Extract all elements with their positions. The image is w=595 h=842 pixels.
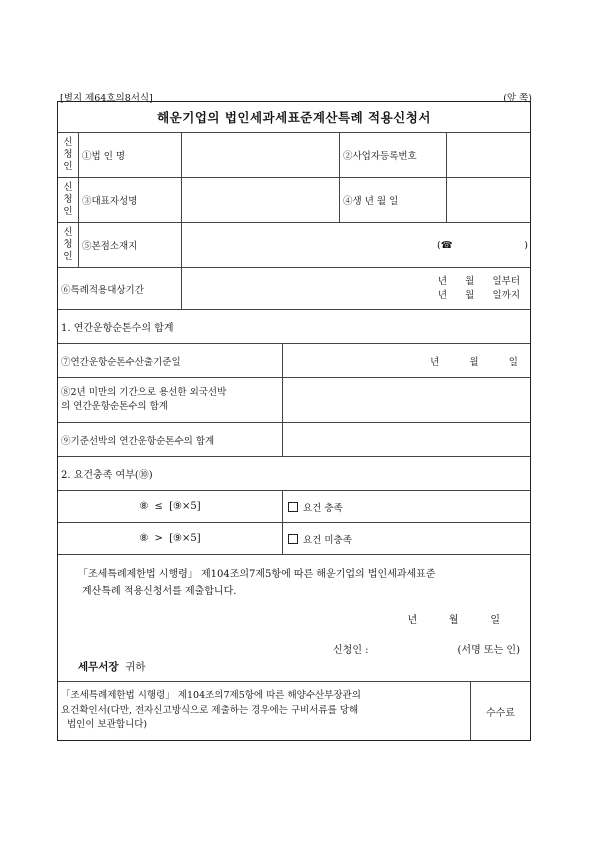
rep-name-label: ③대표자성명: [78, 178, 181, 222]
period-field[interactable]: [181, 268, 530, 309]
result-1[interactable]: 요건 충족: [282, 491, 530, 522]
row-7-label: ⑦연간운항순톤수산출기준일: [61, 356, 181, 368]
condition-2: ⑧ > [⑨×5]: [139, 533, 201, 544]
result-2[interactable]: 요건 미충족: [282, 523, 530, 554]
rep-name-field[interactable]: [181, 178, 339, 222]
period-row: [58, 267, 530, 309]
section-2-heading: 2. 요건충족 여부(⑩): [61, 470, 153, 481]
biz-no-label: ②사업자등록번호: [339, 133, 446, 177]
applicant-sign-label: 신청인 :: [333, 645, 369, 656]
recipient: 세무서장 귀하: [78, 661, 146, 673]
application-form: [57, 101, 531, 741]
period-from: 년 월 일부터: [437, 275, 520, 287]
corp-name-label: ①법 인 명: [78, 133, 181, 177]
section-2-heading-row: [58, 456, 530, 490]
row-8-label: ⑧2년 미만의 기간으로 용선한 외국선박 의 연간운항순톤수의 합계: [61, 387, 227, 412]
required-docs: 「조세특례제한법 시행령」 제104조의7제5항에 따른 해양수산부장관의 요건확인서(다만, 전자신고방식으로 제출하는 경우에는 구비서류를 당해 법인이 보관합니다): [61, 690, 361, 731]
phone-open: (☎: [437, 239, 453, 251]
statement-block: [58, 554, 530, 681]
address-field[interactable]: [181, 223, 530, 267]
birth-field[interactable]: [446, 178, 530, 222]
condition-row-1: [58, 490, 530, 522]
applicant-row-3: [58, 222, 530, 267]
statement-date: 년 월 일: [407, 615, 500, 626]
statement-line-2: 계산특례 적용신청서를 제출합니다.: [82, 586, 237, 597]
checkbox-icon[interactable]: [288, 502, 298, 512]
section-1-heading: 1. 연간운항순톤수의 합계: [61, 323, 174, 334]
applicant-row-2: [58, 177, 530, 222]
row-7-date-field[interactable]: 년 월 일: [282, 344, 530, 377]
form-number: [별지 제64호의8서식]: [60, 93, 153, 104]
birth-label: ④생 년 월 일: [339, 178, 446, 222]
row-9: [58, 422, 530, 456]
statement-line-1: 「조세특례제한법 시행령」 제104조의7제5항에 따른 해운기업의 법인세과세표준: [78, 569, 436, 580]
row-8-field[interactable]: [282, 378, 530, 422]
fee-label: 수수료: [470, 682, 530, 740]
section-1-heading-row: [58, 309, 530, 343]
corp-name-field[interactable]: [181, 133, 339, 177]
address-label: ⑤본점소재지: [78, 223, 181, 267]
applicant-section-label: 신 청 인: [63, 182, 73, 217]
applicant-section-label: 신 청 인: [63, 227, 73, 262]
period-label: ⑥특례적용대상기간: [61, 284, 144, 296]
row-9-label: ⑨기준선박의 연간운항순톤수의 합계: [61, 435, 215, 447]
page-side-label: (앞 쪽): [503, 93, 532, 104]
condition-row-2: [58, 522, 530, 554]
condition-1: ⑧ ≤ [⑨×5]: [139, 501, 201, 512]
applicant-row-1: [58, 132, 530, 177]
footer-row: [58, 681, 530, 740]
period-to: 년 월 일까지: [437, 289, 520, 301]
biz-no-field[interactable]: [446, 133, 530, 177]
row-8: [58, 377, 530, 422]
form-title: 해운기업의 법인세과세표준계산특례 적용신청서: [157, 110, 431, 125]
checkbox-icon[interactable]: [288, 534, 298, 544]
sign-note: (서명 또는 인): [457, 645, 520, 656]
row-7: [58, 343, 530, 377]
applicant-section-label: 신 청 인: [63, 137, 73, 172]
phone-close: ): [524, 239, 528, 251]
title-row: [58, 102, 530, 132]
row-9-field[interactable]: [282, 423, 530, 456]
